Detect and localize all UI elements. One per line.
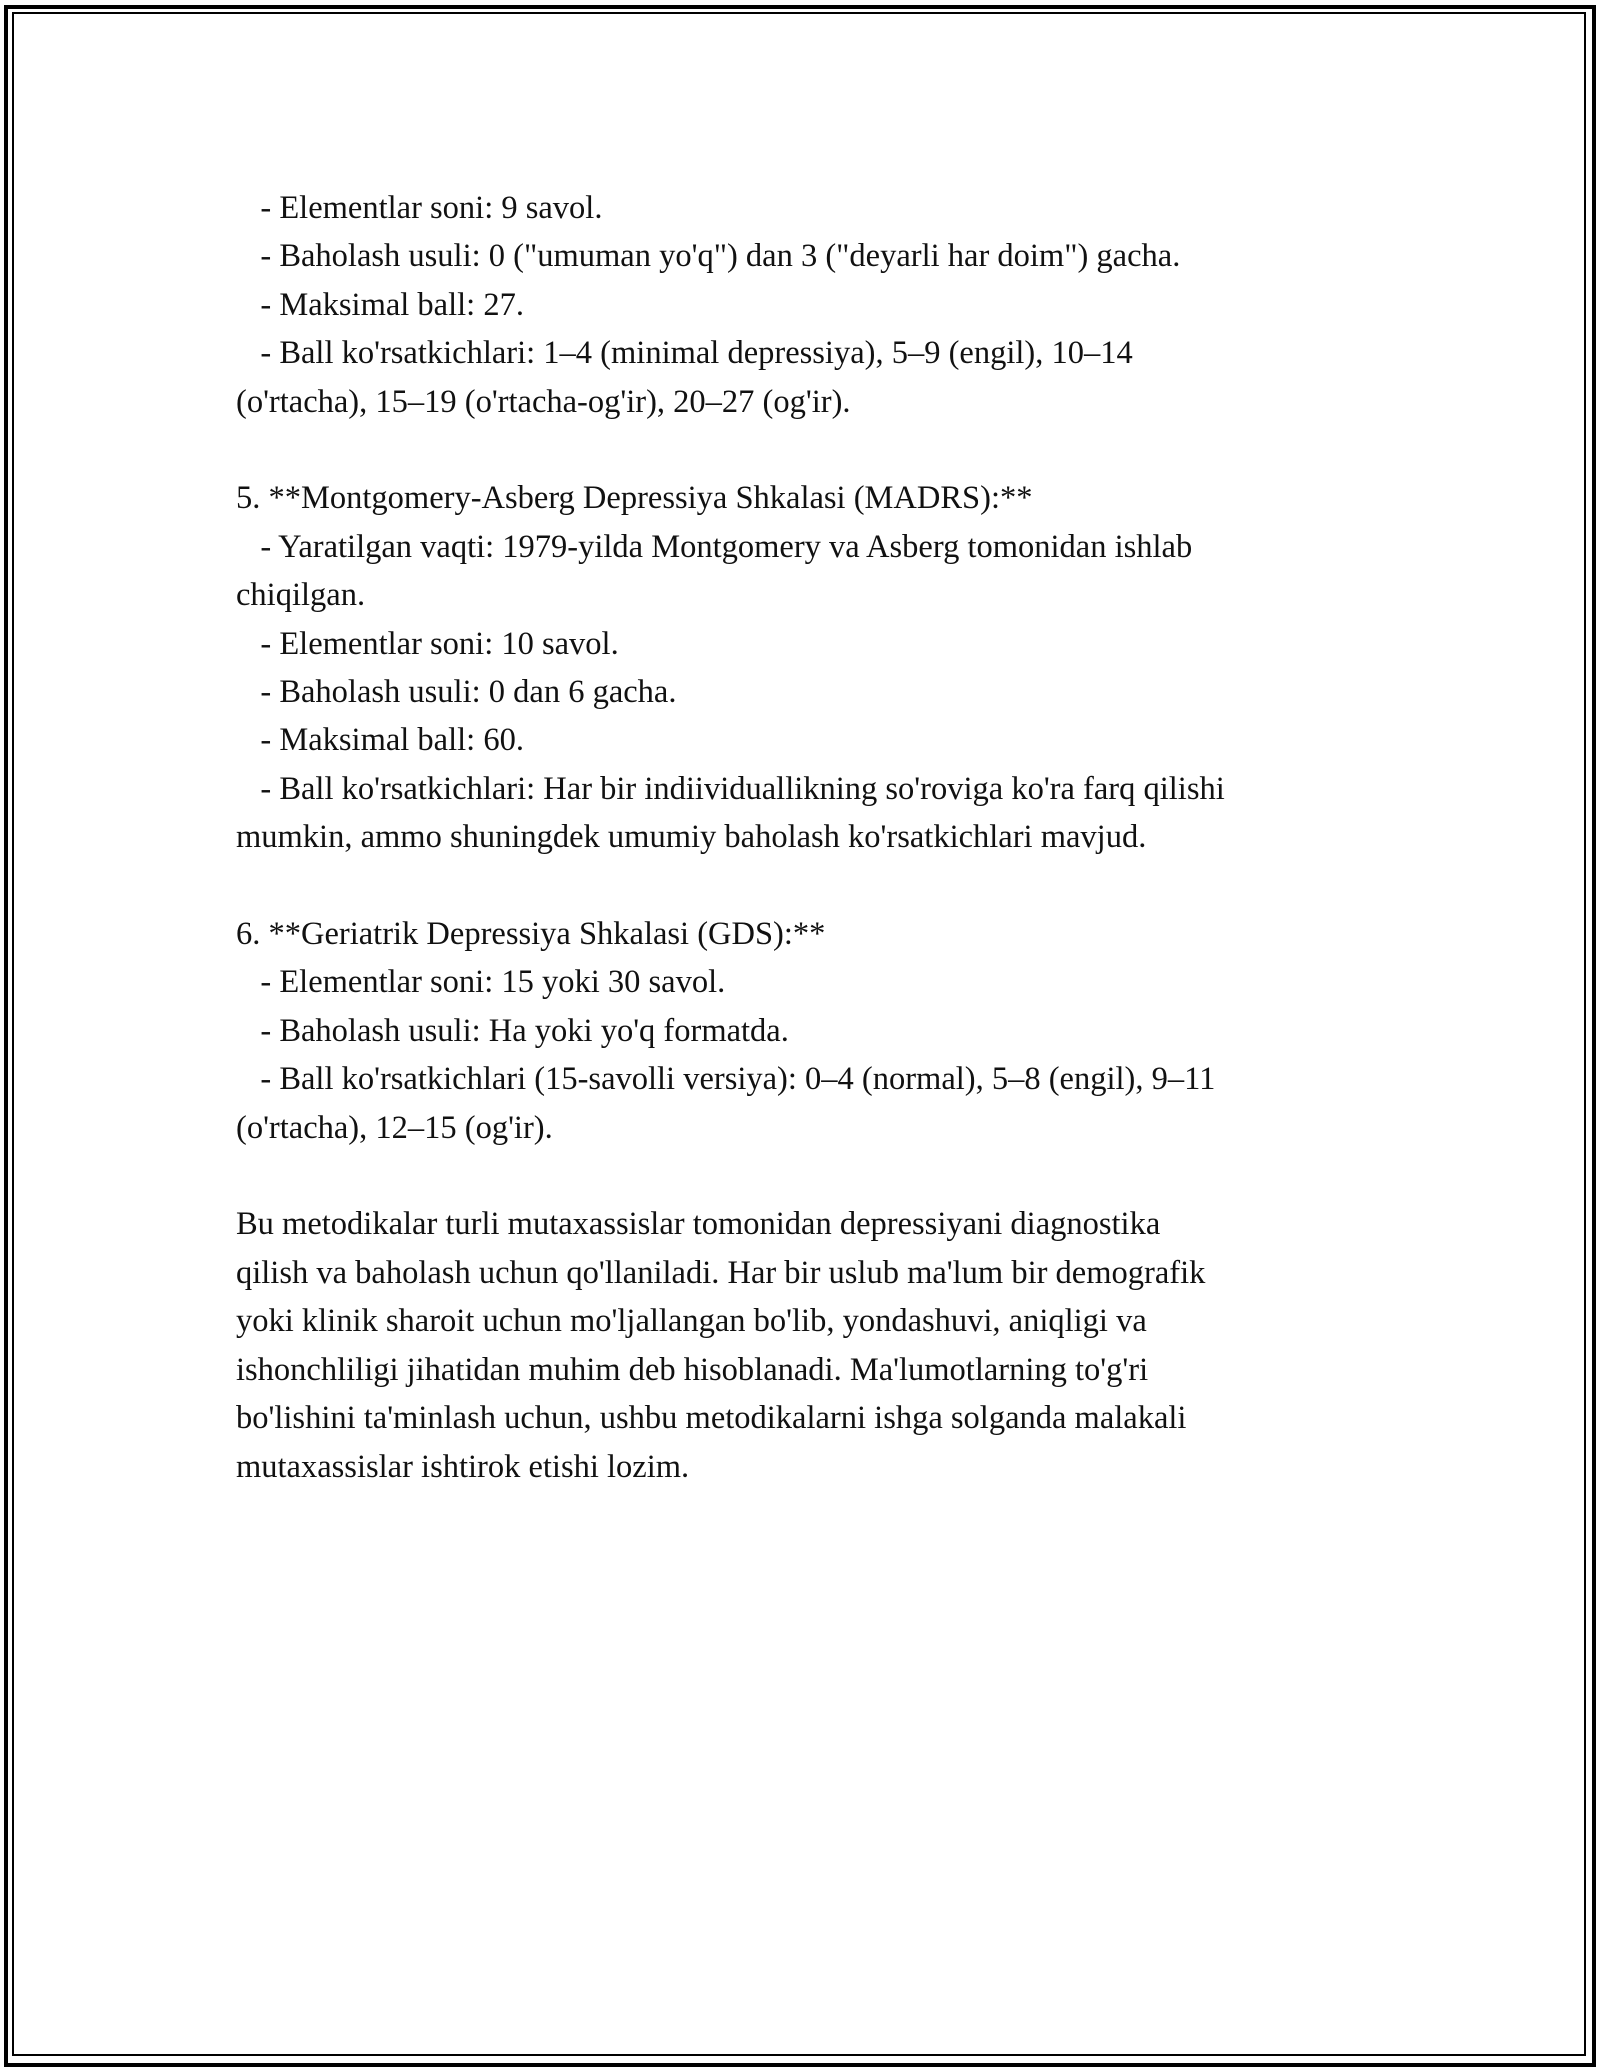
text-line: ishonchliligi jihatidan muhim deb hisoblanadi. Ma'lumotlarning to'g'ri (236, 1351, 1149, 1388)
text-line: - Elementlar soni: 9 savol. (236, 190, 603, 226)
section-heading: 6. **Geriatrik Depressiya Shkalasi (GDS):** (236, 916, 826, 953)
text-line: - Maksimal ball: 60. (236, 722, 524, 759)
text-line: - Yaratilgan vaqti: 1979-yilda Montgomery va Asberg tomonidan ishlab (236, 528, 1193, 565)
text-line: Bu metodikalar turli mutaxassislar tomonidan depressiyani diagnostika (236, 1206, 1161, 1243)
text-line: (o'rtacha), 15–19 (o'rtacha-og'ir), 20–27 (og'ir). (236, 383, 851, 420)
text-line: - Maksimal ball: 27. (236, 286, 524, 323)
conclusion-paragraph (236, 1200, 1366, 1490)
text-line: - Ball ko'rsatkichlari (15-savolli versiya): 0–4 (normal), 5–8 (engil), 9–11 (236, 1061, 1216, 1098)
text-line: - Baholash usuli: Ha yoki yo'q formatda. (236, 1012, 789, 1049)
text-line: chiqilgan. (236, 577, 366, 614)
paragraph-spacer (236, 862, 1366, 910)
text-line: mumkin, ammo shuningdek umumiy baholash ko'rsatkichlari mavjud. (236, 819, 1147, 856)
text-line: - Ball ko'rsatkichlari: 1–4 (minimal depressiya), 5–9 (engil), 10–14 (236, 335, 1133, 372)
madrs-section (236, 474, 1366, 861)
text-line: - Elementlar soni: 10 savol. (236, 625, 619, 662)
gds-section (236, 910, 1366, 1152)
section-heading: 5. **Montgomery-Asberg Depressiya Shkalasi (MADRS):** (236, 480, 1033, 517)
paragraph-spacer (236, 426, 1366, 474)
document-body (236, 184, 1366, 1491)
text-line: qilish va baholash uchun qo'llaniladi. Har bir uslub ma'lum bir demografik (236, 1254, 1206, 1291)
text-line: bo'lishini ta'minlash uchun, ushbu metodikalarni ishga solganda malakali (236, 1400, 1187, 1437)
text-line: mutaxassislar ishtirok etishi lozim. (236, 1448, 690, 1485)
phq9-details-block (236, 184, 1366, 426)
paragraph-spacer (236, 1152, 1366, 1200)
text-line: yoki klinik sharoit uchun mo'ljallangan bo'lib, yondashuvi, aniqligi va (236, 1303, 1147, 1340)
text-line: (o'rtacha), 12–15 (og'ir). (236, 1109, 553, 1146)
text-line: - Elementlar soni: 15 yoki 30 savol. (236, 964, 726, 1001)
text-line: - Ball ko'rsatkichlari: Har bir indiividuallikning so'roviga ko'ra farq qilishi (236, 770, 1225, 807)
text-line: - Baholash usuli: 0 dan 6 gacha. (236, 674, 677, 711)
text-line: - Baholash usuli: 0 ("umuman yo'q") dan 3 ("deyarli har doim") gacha. (236, 238, 1181, 275)
